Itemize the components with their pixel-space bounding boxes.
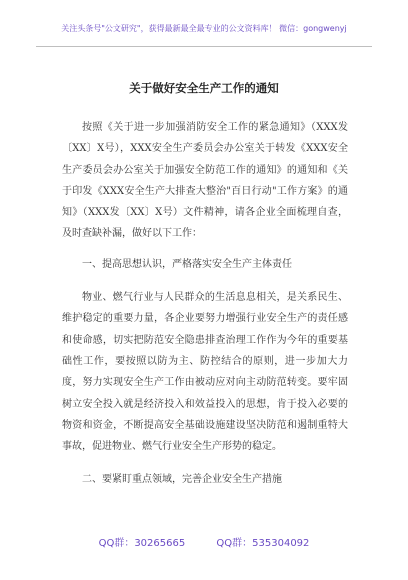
footer-qq-group-2: QQ群：535304092: [216, 538, 310, 549]
intro-paragraph: 按照《关于进一步加强消防安全工作的紧急通知》（XXX发〔XX〕X号），XXX安全生产委员会办公室关于转发《XXX安全生产委员会办公室关于加强安全防范工作的通知》的通知和《关于印发《XXX安全生产大排查大整治"百日行动"工作方案》的通知》（XXX发〔XX〕X号）文件精神，请各企业全面梳理自查，及时查缺补漏，做好以下工作：: [62, 122, 348, 240]
footer-qq-group-1: QQ群：30265665: [98, 538, 186, 549]
section-1-paragraph: 物业、燃气行业与人民群众的生活息息相关，是关系民生、维护稳定的重要力量，各企业要努力增强行业安全生产的责任感和使命感，切实把防范安全隐患排查治理工作作为今年的重要基础性工作，要按照以防为主、防控结合的原则，进一步加大力度，努力实现安全生产工作由被动应对向主动防范转变。要牢固树立安全投入就是经济投入和效益投入的思想，肯于投入必要的物资和资金，不断提高安全基础设施建设坚决防范和遏制重特大事故，促进物业、燃气行业安全生产形势的稳定。: [62, 292, 348, 453]
header-divider: [36, 46, 372, 47]
section-2-heading: 二、要紧盯重点领域，完善企业安全生产措施: [82, 474, 282, 486]
document-title: 关于做好安全生产工作的通知: [129, 81, 279, 95]
document-body: [62, 117, 348, 503]
header-banner: 关注头条号"公文研究"，获得最新最全最专业的公文资料库！ 微信：gongwenyj: [61, 24, 347, 33]
section-1-heading: 一、提高思想认识，严格落实安全生产主体责任: [82, 258, 292, 270]
footer-contacts: [0, 534, 408, 549]
